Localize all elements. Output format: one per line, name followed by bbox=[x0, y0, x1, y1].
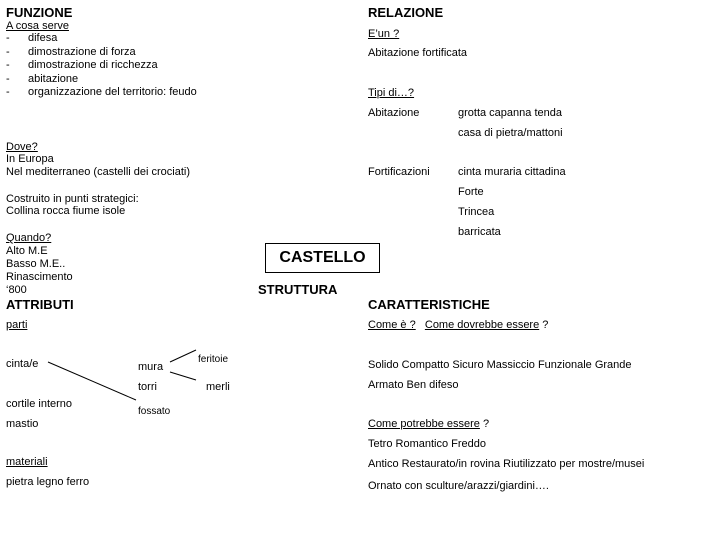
attributi-cortile: cortile interno bbox=[6, 398, 73, 410]
quando-item: Alto M.E bbox=[6, 245, 48, 257]
attributi-cinta: cinta/e bbox=[6, 358, 39, 370]
fortificazioni-item: cinta muraria cittadina bbox=[458, 166, 566, 178]
list-item: - abitazione bbox=[6, 72, 79, 85]
quando-item: Rinascimento bbox=[6, 271, 73, 283]
caratteristiche-come-dovrebbe: Come dovrebbe essere bbox=[424, 319, 540, 331]
caratteristiche-line-4: Antico Restaurato/in rovina Riutilizzato per mostre/musei bbox=[368, 458, 645, 470]
dove-line-2: Nel mediterraneo (castelli dei crociati) bbox=[6, 166, 191, 178]
caratteristiche-line-3: Tetro Romantico Freddo bbox=[368, 438, 486, 450]
relazione-eun: E’un ? bbox=[368, 28, 400, 40]
fortificazioni-item: barricata bbox=[458, 226, 501, 238]
relazione-abitazione-types-2: casa di pietra/mattoni bbox=[458, 127, 563, 139]
caratteristiche-come-e: Come è ? bbox=[368, 319, 416, 331]
costruito-line-2: Collina rocca fiume isole bbox=[6, 205, 126, 217]
fortificazioni-item: Forte bbox=[458, 186, 484, 198]
caratteristiche-come-dovrebbe-q: ? bbox=[542, 319, 549, 331]
attributi-mastio: mastio bbox=[6, 418, 39, 430]
castello-title: CASTELLO bbox=[279, 249, 366, 266]
caratteristiche-come-e-row bbox=[368, 319, 548, 332]
quando-item: ‘800 bbox=[6, 284, 27, 296]
list-item: - organizzazione del territorio: feudo bbox=[6, 86, 197, 98]
list-item: - difesa bbox=[6, 32, 58, 44]
caratteristiche-come-potrebbe-row bbox=[368, 418, 489, 431]
connector-line bbox=[170, 372, 196, 380]
connector-line bbox=[48, 362, 136, 400]
attributi-fossato: fossato bbox=[138, 406, 171, 417]
heading-relazione: RELAZIONE bbox=[368, 5, 444, 20]
costruito-line-1: Costruito in punti strategici: bbox=[6, 193, 139, 205]
list-item: - dimostrazione di ricchezza bbox=[6, 59, 158, 71]
heading-struttura: STRUTTURA bbox=[258, 282, 338, 297]
connector-line bbox=[170, 350, 196, 362]
caratteristiche-come-potrebbe: Come potrebbe essere bbox=[368, 418, 480, 430]
relazione-abitazione: Abitazione bbox=[368, 107, 420, 119]
quando-item: Basso M.E.. bbox=[6, 258, 66, 270]
attributi-feritoie: feritoie bbox=[198, 354, 229, 365]
dove-line-1: In Europa bbox=[6, 153, 54, 165]
heading-attributi: ATTRIBUTI bbox=[6, 297, 74, 312]
relazione-abitazione-fortificata: Abitazione fortificata bbox=[368, 47, 468, 59]
relazione-tipi: Tipi di…? bbox=[368, 87, 415, 99]
heading-caratteristiche: CARATTERISTICHE bbox=[368, 297, 490, 312]
funzione-title: A cosa serve bbox=[6, 20, 69, 32]
relazione-fortificazioni: Fortificazioni bbox=[368, 166, 430, 178]
attributi-materiali: materiali bbox=[6, 456, 48, 468]
attributi-parti: parti bbox=[6, 319, 28, 331]
fortificazioni-item: Trincea bbox=[458, 206, 495, 218]
attributi-merli: merli bbox=[206, 381, 230, 393]
list-item: - dimostrazione di forza bbox=[6, 45, 136, 58]
dove-title: Dove? bbox=[6, 141, 38, 153]
heading-funzione: FUNZIONE bbox=[6, 5, 73, 20]
attributi-torri: torri bbox=[138, 381, 157, 393]
attributi-materiali-list: pietra legno ferro bbox=[6, 476, 90, 488]
caratteristiche-line-2: Armato Ben difeso bbox=[368, 379, 459, 391]
caratteristiche-line-1: Solido Compatto Sicuro Massiccio Funzionale Grande bbox=[368, 359, 632, 371]
quando-title: Quando? bbox=[6, 232, 52, 244]
attributi-mura: mura bbox=[138, 361, 164, 373]
caratteristiche-come-potrebbe-q: ? bbox=[482, 418, 490, 430]
caratteristiche-line-5: Ornato con sculture/arazzi/giardini…. bbox=[368, 480, 549, 492]
relazione-abitazione-types: grotta capanna tenda bbox=[458, 107, 562, 119]
